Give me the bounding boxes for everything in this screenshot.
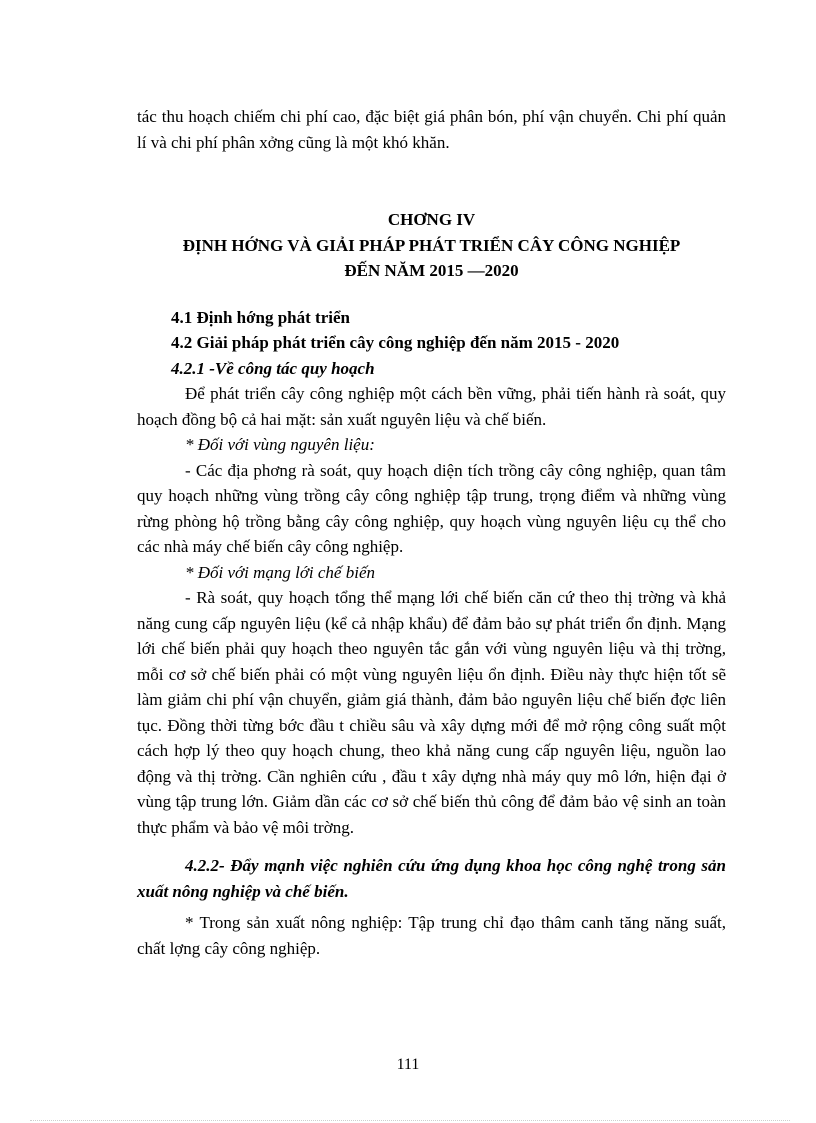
chapter-label: CHƠNG IV [387, 210, 476, 229]
agriculture-paragraph: * Trong sản xuất nông nghiệp: Tập trung chỉ đạo thâm canh tăng năng suất, chất lợng cây công nghiệp. [137, 913, 726, 958]
chapter-title-line-2: ĐẾN NĂM 2015 —2020 [344, 261, 519, 280]
intro-paragraph: tác thu hoạch chiếm chi phí cao, đặc biệt giá phân bón, phí vận chuyển. Chi phí quản lí và chi phí phân xởng cũng là một khó khăn. [137, 107, 726, 152]
planning-paragraph: Để phát triển cây công nghiệp một cách bền vững, phải tiến hành rà soát, quy hoạch đồng bộ cả hai mặt: sản xuất nguyên liệu và chế biến. [137, 384, 726, 429]
page-number: 111 [396, 1056, 420, 1073]
bottom-divider [30, 1120, 790, 1121]
page-content [137, 104, 726, 961]
raw-material-paragraph: - Các địa phơng rà soát, quy hoạch diện tích trồng cây công nghiệp, quan tâm quy hoạch những vùng trồng cây công nghiệp tập trung, trọng điểm và những vùng rừng phòng hộ trồng bằng cây công nghiệp, quy hoạch vùng nguyên liệu cụ thể cho các nhà máy chế biến cây công nghiệp. [137, 460, 726, 556]
section-4-1-heading: 4.1 Định hớng phát triển [171, 307, 350, 327]
section-4-2-2-heading: 4.2.2- Đẩy mạnh việc nghiên cứu ứng dụng khoa học công nghệ trong sản xuất nông nghiệp và chế biến. [137, 856, 726, 901]
section-4-2-1-heading: 4.2.1 -Về công tác quy hoạch [171, 358, 375, 378]
section-4-2-heading: 4.2 Giải pháp phát triển cây công nghiệp đến năm 2015 - 2020 [171, 333, 620, 352]
processing-subheading: * Đối với mạng lới chế biến [185, 562, 375, 582]
processing-paragraph: - Rà soát, quy hoạch tổng thể mạng lới chế biến căn cứ theo thị trờng và khả năng cung cấp nguyên liệu (kể cả nhập khẩu) để đảm bảo sự phát triển ổn định. Mạng lới chế biến phải quy hoạch theo nguyên tắc gắn với vùng nguyên liệu và thị trờng, mỗi cơ sở chế biến phải có một vùng nguyên liệu ổn định. Điều này thực hiện tốt sẽ làm giảm chi phí vận chuyển, giảm giá thành, đảm bảo nguyên liệu chế biến đợc liên tục. Đồng thời từng bớc đầu t chiều sâu và xây dựng mới để mở rộng công suất một cách hợp lý theo quy hoạch chung, theo khả năng cung cấp nguyên liệu, nguồn lao động và thị trờng. Cần nghiên cứu , đầu t xây dựng nhà máy quy mô lớn, hiện đại ở vùng tập trung lớn. Giảm dần các cơ sở chế biến thủ công để đảm bảo vệ sinh an toàn thực phẩm và bảo vệ môi trờng. [137, 588, 726, 837]
chapter-title-line-1: ĐỊNH HỚNG VÀ GIẢI PHÁP PHÁT TRIỂN CÂY CÔNG NGHIỆP [182, 235, 681, 255]
raw-material-subheading: * Đối với vùng nguyên liệu: [185, 435, 375, 454]
